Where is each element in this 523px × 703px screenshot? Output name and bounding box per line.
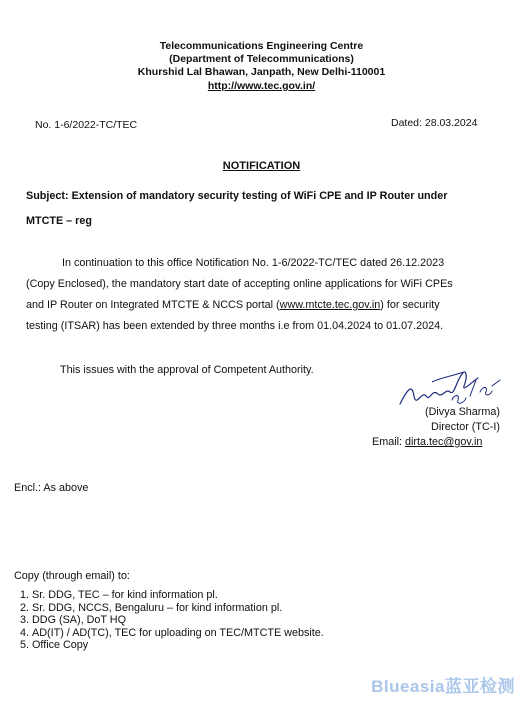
copy-item: 1. Sr. DDG, TEC – for kind information pl.	[32, 589, 434, 602]
signatory-email-row	[372, 436, 482, 448]
website-link[interactable]: http://www.tec.gov.in/	[207, 80, 316, 92]
portal-link[interactable]: www.mtcte.tec.gov.in	[279, 299, 381, 311]
para-line-3-a: and IP Router on Integrated MTCTE & NCCS portal (	[26, 299, 280, 311]
signatory-block	[396, 405, 500, 435]
para-line-2: (Copy Enclosed), the mandatory start date of accepting online applications for WiFi CPEs	[26, 278, 453, 290]
subject-line-2: MTCTE – reg	[26, 215, 92, 227]
copy-list	[14, 589, 434, 652]
copy-item: 5. Office Copy	[32, 639, 434, 652]
email-link[interactable]: dirta.tec@gov.in	[405, 436, 483, 448]
copy-item: 4. AD(IT) / AD(TC), TEC for uploading on TEC/MTCTE website.	[32, 627, 434, 640]
para-line-4: testing (ITSAR) has been extended by three months i.e from 01.04.2024 to 01.07.2024.	[26, 320, 444, 332]
para-line-3	[26, 295, 506, 316]
watermark-logo: Blueasia蓝亚检测	[371, 677, 515, 696]
subject-line-1: Subject: Extension of mandatory security testing of WiFi CPE and IP Router under	[26, 190, 448, 202]
signatory-name: (Divya Sharma)	[425, 406, 500, 418]
letterhead-address: Khurshid Lal Bhawan, Janpath, New Delhi-110001	[137, 66, 386, 78]
enclosure-text: Encl.: As above	[14, 482, 89, 494]
body-paragraph	[26, 253, 506, 337]
para-line-1: In continuation to this office Notification No. 1-6/2022-TC/TEC dated 26.12.2023	[62, 257, 445, 269]
letterhead-website	[0, 80, 523, 93]
signatory-designation: Director (TC-I)	[431, 421, 500, 433]
notification-heading: NOTIFICATION	[222, 160, 301, 172]
approval-text: This issues with the approval of Competent Authority.	[60, 364, 314, 376]
copy-item: 3. DDG (SA), DoT HQ	[32, 614, 434, 627]
letterhead-org: Telecommunications Engineering Centre	[159, 40, 364, 52]
email-label: Email:	[372, 436, 402, 448]
para-line-3-b: ) for security	[380, 299, 440, 311]
copy-item: 2. Sr. DDG, NCCS, Bengaluru – for kind information pl.	[32, 602, 434, 615]
ref-date: Dated: 28.03.2024	[391, 117, 478, 129]
copy-intro: Copy (through email) to:	[14, 570, 130, 582]
letterhead-dept: (Department of Telecommunications)	[169, 53, 354, 65]
ref-number: No. 1-6/2022-TC/TEC	[35, 119, 138, 131]
